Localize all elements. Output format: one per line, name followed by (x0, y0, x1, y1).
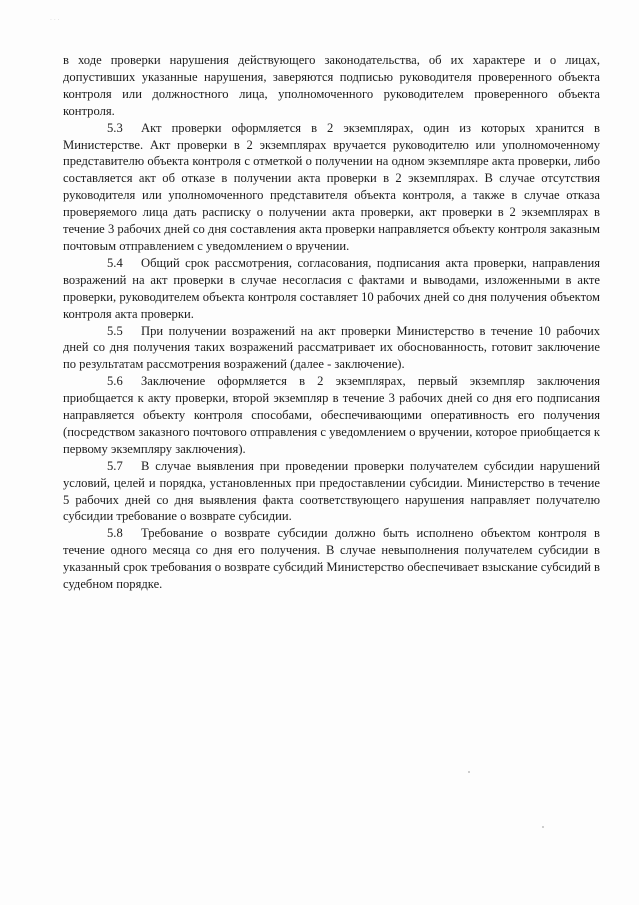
paragraph-text: В случае выявления при проведении проверки получателем субсидии нарушений условий, целей и порядка, установленных при предоставлении субсидии. Министерство в течение 5 рабочих дней со дня выявления факта соответствующего нарушения направляет получателю субсидии требование о возврате субсидии. (63, 458, 600, 524)
paragraph-continuation (63, 52, 600, 120)
paragraph-5-6 (63, 373, 600, 458)
paragraph-number: 5.4 (107, 255, 123, 270)
paragraph-number: 5.6 (107, 374, 123, 389)
paragraph-number: 5.5 (107, 323, 123, 338)
paragraph-text: Заключение оформляется в 2 экземплярах, первый экземпляр заключения приобщается к акту проверки, второй экземпляр в течение 3 рабочих дней со дня его подписания направляется объекту контроля способами, обеспечивающими оперативность его получения (посредством заказного почтового отправления с уведомлением о вручении, которое приобщается к первому экземпляру заключения). (63, 374, 600, 456)
scan-artifact: · · · (50, 17, 60, 24)
paragraph-5-3 (63, 120, 600, 255)
paragraph-number: 5.3 (107, 120, 123, 135)
paragraph-text: Акт проверки оформляется в 2 экземплярах, один из которых хранится в Министерстве. Акт проверки в 2 экземплярах вручается руководителю или уполномоченному представителю объекта контроля с отметкой о получении на одном экземпляре акта проверки, либо составляется акт об отказе в получении акта проверки в 2 экземплярах. В случае отсутствия руководителя или уполномоченного представителя объекта контроля, а также в случае отказа проверяемого лица дать расписку о получении акта проверки, акт проверки в 2 экземплярах в течение 3 рабочих дней со дня составления акта проверки направляется объекту контроля заказным почтовым отправлением с уведомлением о вручении. (63, 120, 600, 253)
paragraph-text: в ходе проверки нарушения действующего законодательства, об их характере и о лицах, допустивших указанные нарушения, заверяются подписью руководителя проверенного объекта контроля или должностного лица, уполномоченного руководителем проверенного объекта контроля. (63, 53, 600, 118)
paragraph-5-8 (63, 525, 600, 593)
paragraph-5-5 (63, 323, 600, 374)
paragraph-5-4 (63, 255, 600, 323)
scan-speck (468, 771, 470, 773)
paragraph-number: 5.7 (107, 458, 123, 473)
scan-speck (542, 826, 544, 828)
document-body (63, 52, 600, 593)
paragraph-5-7 (63, 458, 600, 526)
paragraph-text: Общий срок рассмотрения, согласования, подписания акта проверки, направления возражений на акт проверки в случае несогласия с фактами и выводами, изложенными в акте проверки, руководителем объекта контроля составляет 10 рабочих дней со дня получения объектом контроля акта проверки. (63, 255, 600, 321)
paragraph-text: Требование о возврате субсидии должно быть исполнено объектом контроля в течение одного месяца со дня его получения. В случае невыполнения получателем субсидии в указанный срок требования о возврате субсидий Министерство обеспечивает взыскание субсидий в судебном порядке. (63, 526, 600, 592)
paragraph-text: При получении возражений на акт проверки Министерство в течение 10 рабочих дней со дня получения таких возражений рассматривает их обоснованность, готовит заключение по результатам рассмотрения возражений (далее - заключение). (63, 323, 600, 372)
paragraph-number: 5.8 (107, 526, 123, 541)
